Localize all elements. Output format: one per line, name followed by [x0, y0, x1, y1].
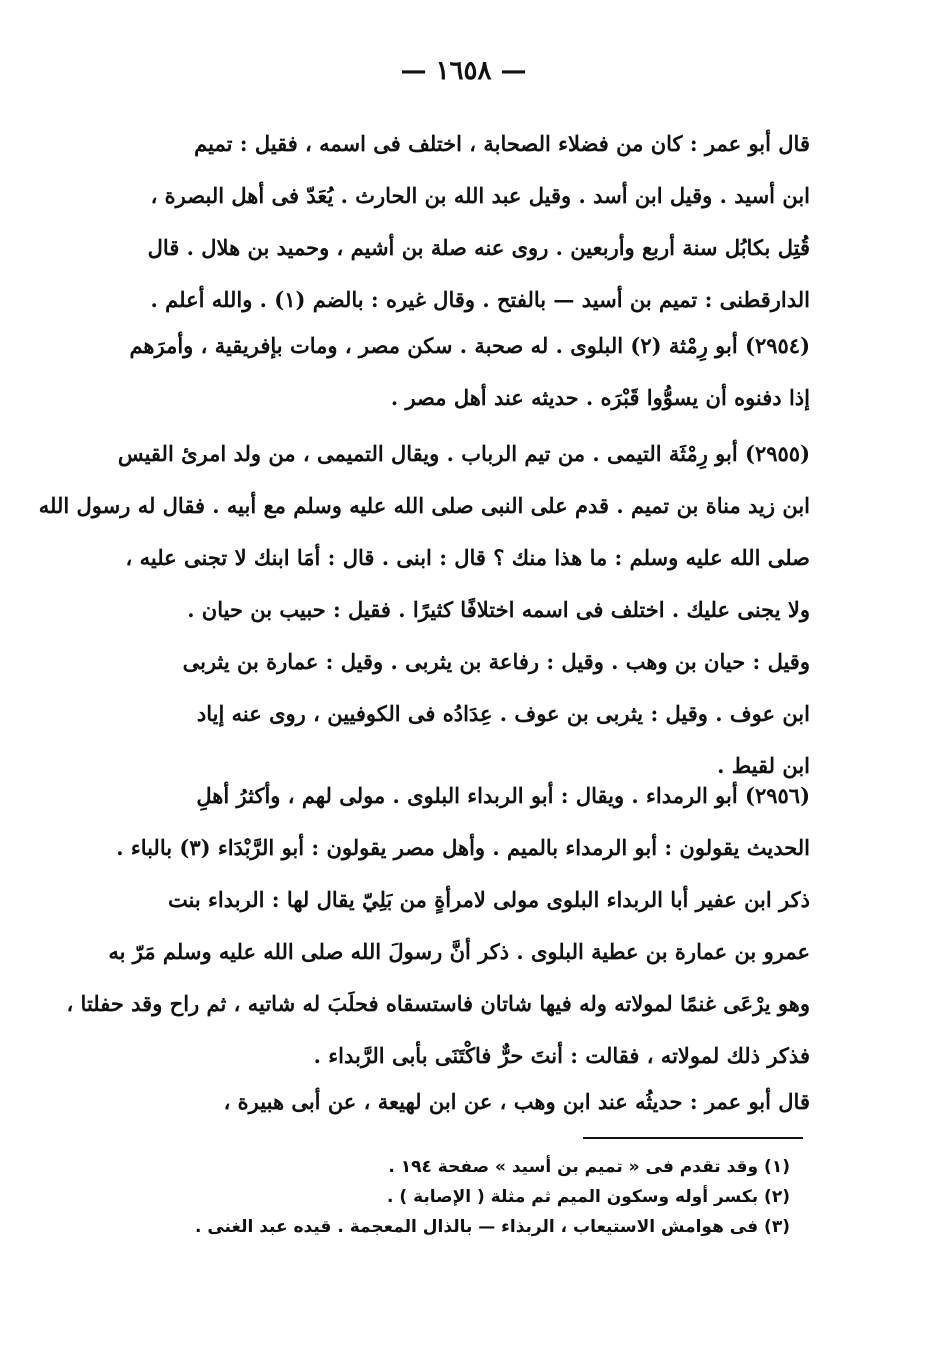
- entry-2954: [120, 320, 810, 424]
- text-line: (٢٩٥٦) أبو الرمداء . ويقال : أبو الربداء البلوى . مولى لهم ، وأكثرُ أهلِ: [196, 783, 810, 808]
- footnote-2: (٢) بكسر أوله وسكون الميم ثم مثلة ( الإصابة ) .: [387, 1187, 790, 1207]
- footnotes: [180, 1152, 790, 1242]
- text-line: قُتِل بكابُل سنة أربع وأربعين . روى عنه صلة بن أشيم ، وحميد بن هلال . قال: [147, 235, 810, 260]
- footnote-3: (٣) فى هوامش الاستيعاب ، الربذاء — بالذال المعجمة . قيده عبد الغنى .: [194, 1217, 790, 1237]
- text-line: عمرو بن عمارة بن عطية البلوى . ذكر أنَّ رسولَ الله صلى الله عليه وسلم مَرّ به: [108, 939, 810, 964]
- footnote-1: (١) وقد تقدم فى « تميم بن أسيد » صفحة ١٩٤ .: [388, 1157, 790, 1177]
- text-line: ابن لقيط .: [717, 753, 810, 778]
- text-line: إذا دفنوه أن يسوُّوا قَبْرَه . حديثه عند أهل مصر .: [390, 385, 810, 410]
- page-number: — ١٦٥٨ —: [400, 56, 527, 86]
- footnote-divider: [583, 1137, 803, 1139]
- entry-2956: [66, 770, 810, 1082]
- text-line: الحديث يقولون : أبو الرمداء بالميم . وأهل مصر يقولون : أبو الرَّبْدَاء (٣) بالباء .: [116, 835, 810, 860]
- text-line: ابن عوف . وقيل : يثربى بن عوف . عِدَادُه فى الكوفيين ، روى عنه إياد: [196, 701, 810, 726]
- paragraph-abu-umar-note: [120, 118, 810, 326]
- text-line: الدارقطنى : تميم بن أسيد — بالفتح . وقال غيره : بالضم (١) . والله أعلم .: [150, 287, 810, 312]
- paragraph-abu-umar-hadith: [120, 1076, 810, 1128]
- text-line: قال أبو عمر : حديثُه عند ابن وهب ، عن ابن لهيعة ، عن أبى هبيرة ،: [223, 1089, 810, 1114]
- text-line: فذكر ذلك لمولاته ، فقالت : أنتَ حرٌّ فاكْتَنَى بأبى الرَّبداء .: [313, 1043, 810, 1068]
- text-line: (٢٩٥٤) أبو رِمْثة (٢) البلوى . له صحبة . سكن مصر ، ومات بإفريقية ، وأمرَهم: [129, 333, 810, 358]
- text-line: ذكر ابن عفير أبا الربداء البلوى مولى لامرأةٍ من بَلِيّ يقال لها : الربداء بنت: [167, 887, 810, 912]
- text-line: ابن زيد مناة بن تميم . قدم على النبى صلى الله عليه وسلم مع أبيه . فقال له رسول الله: [38, 493, 810, 518]
- text-line: ابن أسيد . وقيل ابن أسد . وقيل عبد الله بن الحارث . يُعَدّ فى أهل البصرة ،: [150, 183, 810, 208]
- text-line: (٢٩٥٥) أبو رِمْثَة التيمى . من تيم الرباب . ويقال التميمى ، من ولد امرئ القيس: [117, 441, 810, 466]
- text-line: وهو يرْعَى غنمًا لمولاته وله فيها شاتان فاستسقاه فحلَبَ له شاتيه ، ثم راح وقد حفلتا ،: [66, 991, 810, 1016]
- entry-2955: [38, 428, 810, 792]
- text-line: ولا يجنى عليك . اختلف فى اسمه اختلافًا كثيرًا . فقيل : حبيب بن حيان .: [187, 597, 810, 622]
- text-line: قال أبو عمر : كان من فضلاء الصحابة ، اختلف فى اسمه ، فقيل : تميم: [194, 131, 810, 156]
- text-line: وقيل : حيان بن وهب . وقيل : رفاعة بن يثربى . وقيل : عمارة بن يثربى: [182, 649, 810, 674]
- text-line: صلى الله عليه وسلم : ما هذا منك ؟ قال : ابنى . قال : أمَا ابنك لا تجنى عليه ،: [125, 545, 810, 570]
